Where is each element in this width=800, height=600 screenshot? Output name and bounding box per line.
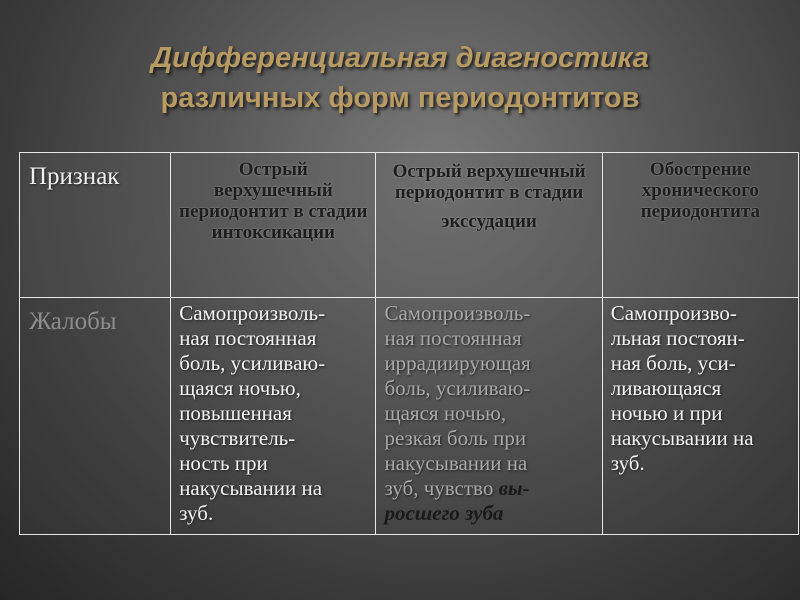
text-line: боль, усиливаю-	[179, 351, 326, 375]
header-sign-label: Признак	[29, 163, 120, 190]
header-exudation-line: Острый	[392, 161, 462, 182]
text-line: Самопроизво-	[610, 301, 737, 325]
text-line: накусывании на	[384, 451, 528, 475]
complaints-exudation-text	[376, 298, 601, 526]
text-line: ность при	[179, 451, 268, 475]
text-line: льная постоян-	[610, 326, 745, 350]
header-intoxication-line: периодонтит в	[179, 201, 304, 222]
text-line: чувствитель-	[179, 426, 296, 450]
table-row-complaints	[20, 298, 799, 535]
row-cell-intoxication	[171, 298, 376, 535]
emphasis-text: росшего зуба	[384, 501, 504, 525]
text-line: зуб.	[179, 501, 214, 525]
header-cell-chronic	[602, 153, 798, 298]
slide-title	[0, 38, 800, 118]
text-line	[384, 476, 595, 501]
text-fragment: зуб, чувство	[384, 476, 499, 500]
text-line: ночью и при	[610, 401, 723, 425]
header-chronic-line: хронического	[641, 180, 759, 201]
emphasis-text: вы-	[498, 476, 530, 500]
text-line: резкая боль при	[384, 426, 527, 450]
table-header-row	[20, 153, 799, 298]
row-cell-chronic	[602, 298, 798, 535]
text-line: зуб.	[610, 451, 645, 475]
text-line: накусывании на	[610, 426, 754, 450]
header-chronic-label	[603, 153, 798, 222]
slide-title-line-2: различных форм периодонтитов	[160, 82, 640, 114]
header-exudation-line: экссудации	[441, 211, 537, 232]
diagnosis-table	[19, 152, 799, 535]
header-intoxication-label	[171, 153, 375, 243]
text-line: ная боль, уси-	[610, 351, 736, 375]
row-cell-exudation	[376, 298, 602, 535]
header-chronic-line: Обострение	[649, 159, 751, 180]
header-intoxication-line: Острый	[238, 159, 308, 180]
text-line: повышенная	[179, 401, 292, 425]
header-cell-sign	[20, 153, 171, 298]
header-cell-intoxication	[171, 153, 376, 298]
text-line: ливающаяся	[610, 376, 722, 400]
text-line: накусывании на	[179, 476, 323, 500]
header-cell-exudation	[376, 153, 602, 298]
text-line: ная постоянная	[179, 326, 317, 350]
slide-title-line-1: Дифференциальная диагностика	[151, 42, 649, 74]
text-line: Самопроизволь-	[384, 301, 531, 325]
header-intoxication-line: стадии	[308, 201, 368, 222]
header-intoxication-line: верхушечный	[213, 180, 333, 201]
complaints-intoxication-text	[171, 298, 375, 526]
header-exudation-line: стадии	[524, 182, 584, 203]
text-line: щаяся ночью,	[384, 401, 507, 425]
text-line: ная постоянная	[384, 326, 522, 350]
text-line: иррадиирующая	[384, 351, 531, 375]
header-intoxication-line: интоксикации	[211, 222, 335, 243]
header-exudation-line: периодонтит в	[394, 182, 520, 203]
text-line: боль, усиливаю-	[384, 376, 531, 400]
header-exudation-line: верхушечный	[466, 161, 586, 182]
header-exudation-label	[376, 153, 601, 232]
header-chronic-line: периодонтита	[640, 201, 760, 222]
row-sign-label: Жалобы	[29, 308, 117, 335]
complaints-chronic-text	[603, 298, 798, 476]
text-line: щаяся ночью,	[179, 376, 301, 400]
row-cell-sign	[20, 298, 171, 535]
text-line: Самопроизволь-	[179, 301, 326, 325]
